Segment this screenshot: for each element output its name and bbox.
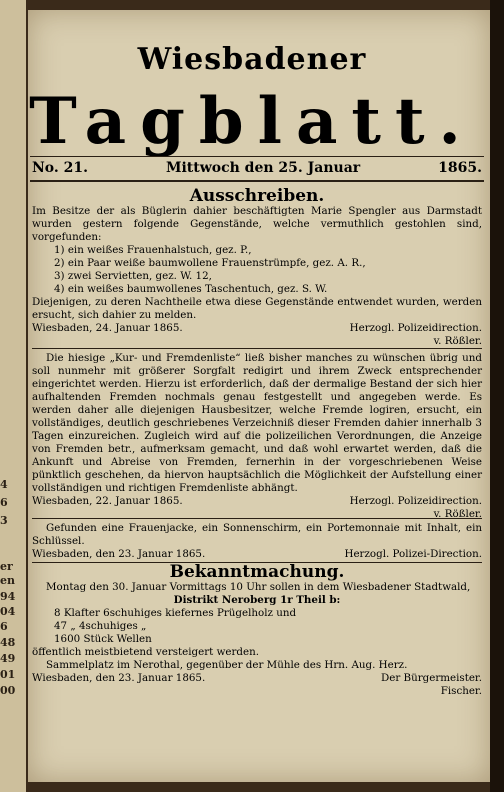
divider bbox=[30, 180, 484, 182]
notice-fremdenliste bbox=[32, 352, 482, 521]
district: Distrikt Neroberg 1r Theil b: bbox=[173, 594, 341, 606]
margin-fragment: 00 bbox=[0, 684, 16, 697]
place-date: Wiesbaden, den 23. Januar 1865. bbox=[32, 672, 206, 684]
authority: Der Bürgermeister. bbox=[380, 672, 482, 684]
notice-gefunden bbox=[32, 522, 482, 561]
issue-number: No. 21. bbox=[32, 160, 88, 176]
list-item: 1600 Stück Wellen bbox=[54, 633, 152, 645]
signature-line bbox=[32, 672, 482, 685]
list-item: 47 „ 4schuhiges „ bbox=[54, 620, 147, 632]
margin-fragment: 49 bbox=[0, 652, 16, 665]
place-date: Wiesbaden, den 23. Januar 1865. bbox=[32, 548, 206, 560]
margin-fragment: 94 bbox=[0, 590, 16, 603]
list-item: 2) ein Paar weiße baumwollene Frauenstrümpfe, gez. A. R., bbox=[54, 257, 366, 269]
list-item: 4) ein weißes baumwollenes Taschentuch, gez. S. W. bbox=[54, 283, 328, 295]
notice-heading: Ausschreiben. bbox=[189, 186, 325, 206]
notice-text: öffentlich meistbietend versteigert werden. bbox=[32, 646, 259, 658]
place-date: Wiesbaden, 22. Januar 1865. bbox=[32, 495, 183, 507]
signature-line bbox=[32, 548, 482, 561]
signature-line bbox=[32, 322, 482, 335]
margin-fragment: 6 bbox=[0, 496, 8, 509]
signer: v. Rößler. bbox=[433, 335, 482, 347]
margin-fragment: en bbox=[0, 574, 15, 587]
list-item: 3) zwei Servietten, gez. W. 12, bbox=[54, 270, 212, 282]
margin-fragment: 6 bbox=[0, 620, 8, 633]
notice-text: Die hiesige „Kur- und Fremdenliste“ ließ bisher manches zu wünschen übrig und soll nunmehr mit größerer Sorgfalt redigirt und ihrem Zweck entsprechender eingerichtet werden. Hierzu ist erforderlich, daß der dermalige Bestand der sich hier aufhaltenden Fremden nochmals genau festgestellt und angegeben werde. Es werden daher alle diejenigen Hausbesitzer, welche Fremde logiren, ersucht, ein vollständiges, deutlich geschriebenes Verzeichniß dieser Fremden dahier innerhalb 3 Tagen einzureichen. Zugleich wird auf die polizeilichen Verordnungen, die Anzeige von Fremden betr., aufmerksam gemacht, und daß wohl erwartet werden, daß die Ankunft und Abreise von Fremden, fernerhin in der vorgeschriebenen Weise pünktlich geschehen, da hiervon hauptsächlich die Möglichkeit der Aufstellung einer vollständigen und richtigen Fremdenliste abhängt. bbox=[32, 352, 482, 494]
notice-closing: Diejenigen, zu deren Nachtheile etwa diese Gegenstände entwendet wurden, werden ersucht, sich dahier zu melden. bbox=[32, 296, 482, 321]
masthead-name: Wiesbadener bbox=[137, 42, 367, 77]
signer: v. Rößler. bbox=[433, 508, 482, 520]
authority: Herzogl. Polizeidirection. bbox=[349, 495, 482, 507]
signer: Fischer. bbox=[440, 685, 482, 697]
margin-fragment: 48 bbox=[0, 636, 16, 649]
issue-year: 1865. bbox=[438, 160, 482, 176]
notice-bekanntmachung bbox=[32, 562, 482, 698]
margin-fragment: er bbox=[0, 560, 13, 573]
divider bbox=[32, 518, 482, 519]
dateline bbox=[32, 160, 482, 176]
divider bbox=[32, 348, 482, 349]
masthead-title: Tagblatt. bbox=[29, 84, 475, 159]
margin-fragment: 3 bbox=[0, 514, 8, 527]
notice-text: Gefunden eine Frauenjacke, ein Sonnenschirm, ein Portemonnaie mit Inhalt, ein Schlüssel. bbox=[32, 522, 482, 547]
place-date: Wiesbaden, 24. Januar 1865. bbox=[32, 322, 183, 334]
divider bbox=[30, 156, 484, 157]
notice-ausschreiben bbox=[32, 186, 482, 348]
margin-fragment: 4 bbox=[0, 478, 8, 491]
authority: Herzogl. Polizeidirection. bbox=[349, 322, 482, 334]
authority: Herzogl. Polizei-Direction. bbox=[344, 548, 482, 560]
meeting-point: Sammelplatz im Nerothal, gegenüber der Mühle des Hrn. Aug. Herz. bbox=[46, 659, 408, 671]
signature-line bbox=[32, 495, 482, 508]
issue-date: Mittwoch den 25. Januar bbox=[165, 160, 361, 176]
list-item: 1) ein weißes Frauenhalstuch, gez. P., bbox=[54, 244, 252, 256]
notice-intro: Im Besitze der als Büglerin dahier beschäftigten Marie Spengler aus Darmstadt wurden gestern folgende Gegenstände, welche vermuthlich gestohlen sind, vorgefunden: bbox=[32, 205, 482, 243]
notice-heading: Bekanntmachung. bbox=[169, 562, 345, 582]
list-item: 8 Klafter 6schuhiges kiefernes Prügelholz und bbox=[54, 607, 297, 619]
margin-fragment: 01 bbox=[0, 668, 16, 681]
notice-intro: Montag den 30. Januar Vormittags 10 Uhr sollen in dem Wiesbadener Stadtwald, bbox=[46, 581, 471, 593]
margin-fragment: 04 bbox=[0, 605, 16, 618]
